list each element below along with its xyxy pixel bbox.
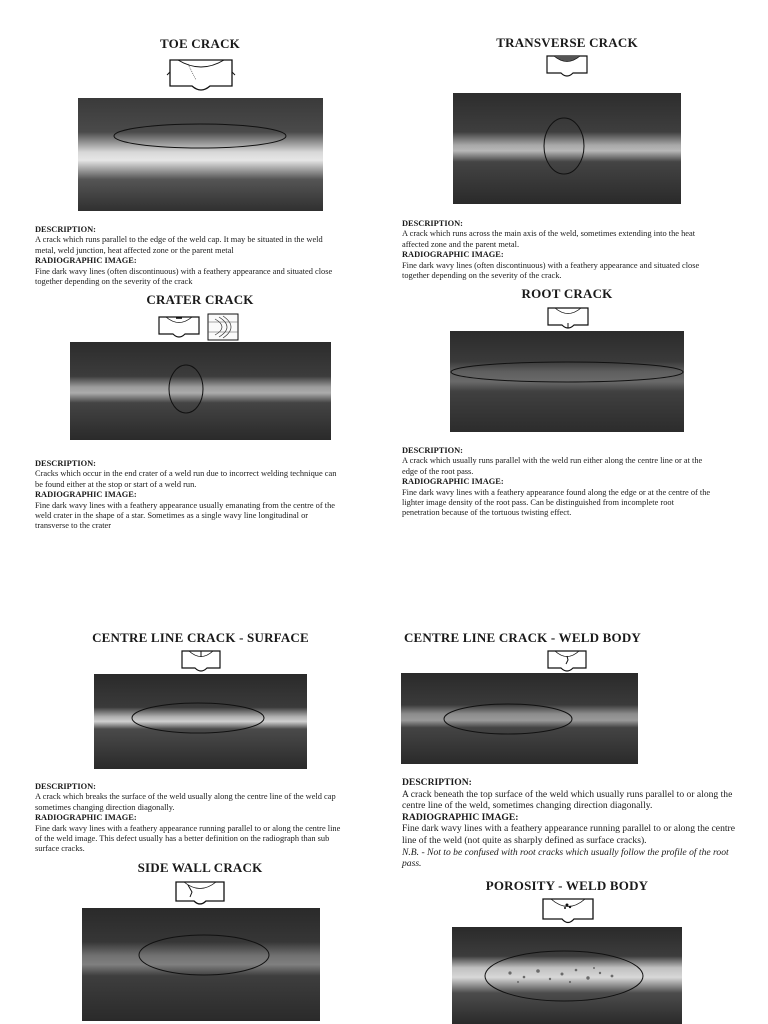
weld-cross-section-diagram-side-wall: [173, 879, 227, 907]
section-text-toe-crack: [35, 225, 335, 287]
section-title-centre-line-crack-surface: CENTRE LINE CRACK - SURFACE: [92, 630, 309, 645]
section-text-crater-crack: [35, 459, 340, 532]
weld-cross-section-diagram-root-crack: [545, 305, 591, 331]
description-text: A crack beneath the top surface of the weld which usually runs parallel to or along the centre line of the weld, sometimes changing direction diagonally.: [402, 788, 733, 812]
description-text: Cracks which occur in the end crater of a weld run due to incorrect welding technique can be found either at the stop or start of a weld run.: [35, 469, 337, 489]
radiographic-image-label: RADIOGRAPHIC IMAGE:: [402, 477, 504, 487]
section-text-centre-line-surface: [35, 782, 345, 855]
description-text: A crack which breaks the surface of the weld usually along the centre line of the weld cap sometimes changing direction diagonally.: [35, 792, 336, 812]
weld-cross-section-diagram-centre-line-surface: [179, 648, 223, 674]
radiograph-image-root-crack: [450, 331, 684, 432]
weld-crater-plan-view-diagram: [207, 313, 239, 341]
description-label: DESCRIPTION:: [35, 782, 96, 791]
section-title-transverse-crack: TRANSVERSE CRACK: [496, 35, 638, 50]
description-label: DESCRIPTION:: [35, 459, 96, 468]
description-label: DESCRIPTION:: [402, 777, 472, 788]
radiographic-image-label: RADIOGRAPHIC IMAGE:: [35, 813, 137, 823]
radiographic-image-text: Fine dark wavy lines with a feathery appearance found along the edge or at the centre of the lighter image density of the root pass. Can be distinguished from incomplete root penetration because of the tortuous twisting effect.: [402, 487, 711, 518]
description-text: A crack which runs across the main axis of the weld, sometimes extending into the heat affected zone and the parent metal.: [402, 229, 696, 249]
radiographic-image-label: RADIOGRAPHIC IMAGE:: [35, 256, 137, 266]
weld-cross-section-diagram-transverse-crack: [544, 53, 590, 79]
description-label: DESCRIPTION:: [35, 225, 96, 234]
radiograph-image-toe-crack: [78, 98, 323, 211]
radiographic-image-text: Fine dark wavy lines with a feathery appearance usually emanating from the centre of the weld crater in the shape of a star. Sometimes as a single wavy line longitudinal or transverse to the crater: [35, 500, 335, 531]
radiographic-image-text: Fine dark wavy lines with a feathery appearance running parallel to or along the centre line of the weld image. This defect usually has a better definition on the radiograph than sub surface cracks.: [35, 823, 341, 854]
radiograph-image-transverse-crack: [453, 93, 681, 204]
section-text-centre-line-body: [402, 777, 742, 870]
radiographic-image-text: Fine dark wavy lines with a feathery appearance running parallel to or along the centre line of the weld (not quite as sharply defined as surface cracks).: [402, 823, 735, 846]
section-title-root-crack: ROOT CRACK: [521, 286, 613, 301]
description-label: DESCRIPTION:: [402, 446, 463, 455]
section-title-porosity-weld-body: POROSITY - WELD BODY: [485, 878, 649, 893]
radiographic-image-label: RADIOGRAPHIC IMAGE:: [402, 811, 519, 823]
description-text: A crack which usually runs parallel with the weld run either along the centre line or at the edge of the root pass.: [402, 456, 703, 476]
radiograph-image-porosity: [452, 927, 682, 1024]
radiograph-image-crater-crack: [70, 342, 331, 440]
radiograph-image-centre-line-surface: [94, 674, 307, 769]
section-text-transverse-crack: [402, 219, 712, 281]
section-title-crater-crack: CRATER CRACK: [146, 292, 254, 307]
radiographic-image-label: RADIOGRAPHIC IMAGE:: [35, 490, 137, 500]
section-text-root-crack: [402, 446, 712, 519]
weld-cross-section-diagram-centre-line-body: [545, 648, 589, 674]
radiographic-image-text: Fine dark wavy lines (often discontinuous) with a feathery appearance and situated close together depending on the severity of the crack: [35, 266, 333, 287]
radiographic-image-label: RADIOGRAPHIC IMAGE:: [402, 250, 504, 260]
description-label: DESCRIPTION:: [402, 219, 463, 228]
radiographic-image-text: Fine dark wavy lines (often discontinuous) with a feathery appearance and situated close together depending on the severity of the crack.: [402, 260, 700, 281]
note-text: N.B. - Not to be confused with root cracks which usually follow the profile of the root pass.: [402, 846, 729, 870]
weld-cross-section-diagram-toe-crack: [166, 56, 236, 94]
section-title-toe-crack: TOE CRACK: [160, 36, 240, 51]
weld-cross-section-diagram-crater-crack: [156, 314, 202, 340]
section-title-side-wall-crack: SIDE WALL CRACK: [137, 860, 263, 875]
section-title-centre-line-crack-weld-body: CENTRE LINE CRACK - WELD BODY: [403, 630, 642, 645]
radiograph-image-side-wall: [82, 908, 320, 1021]
weld-cross-section-diagram-porosity: [540, 896, 596, 926]
radiograph-image-centre-line-body: [401, 673, 638, 764]
description-text: A crack which runs parallel to the edge of the weld cap. It may be situated in the weld metal, weld junction, heat affected zone or the parent metal: [35, 235, 323, 255]
